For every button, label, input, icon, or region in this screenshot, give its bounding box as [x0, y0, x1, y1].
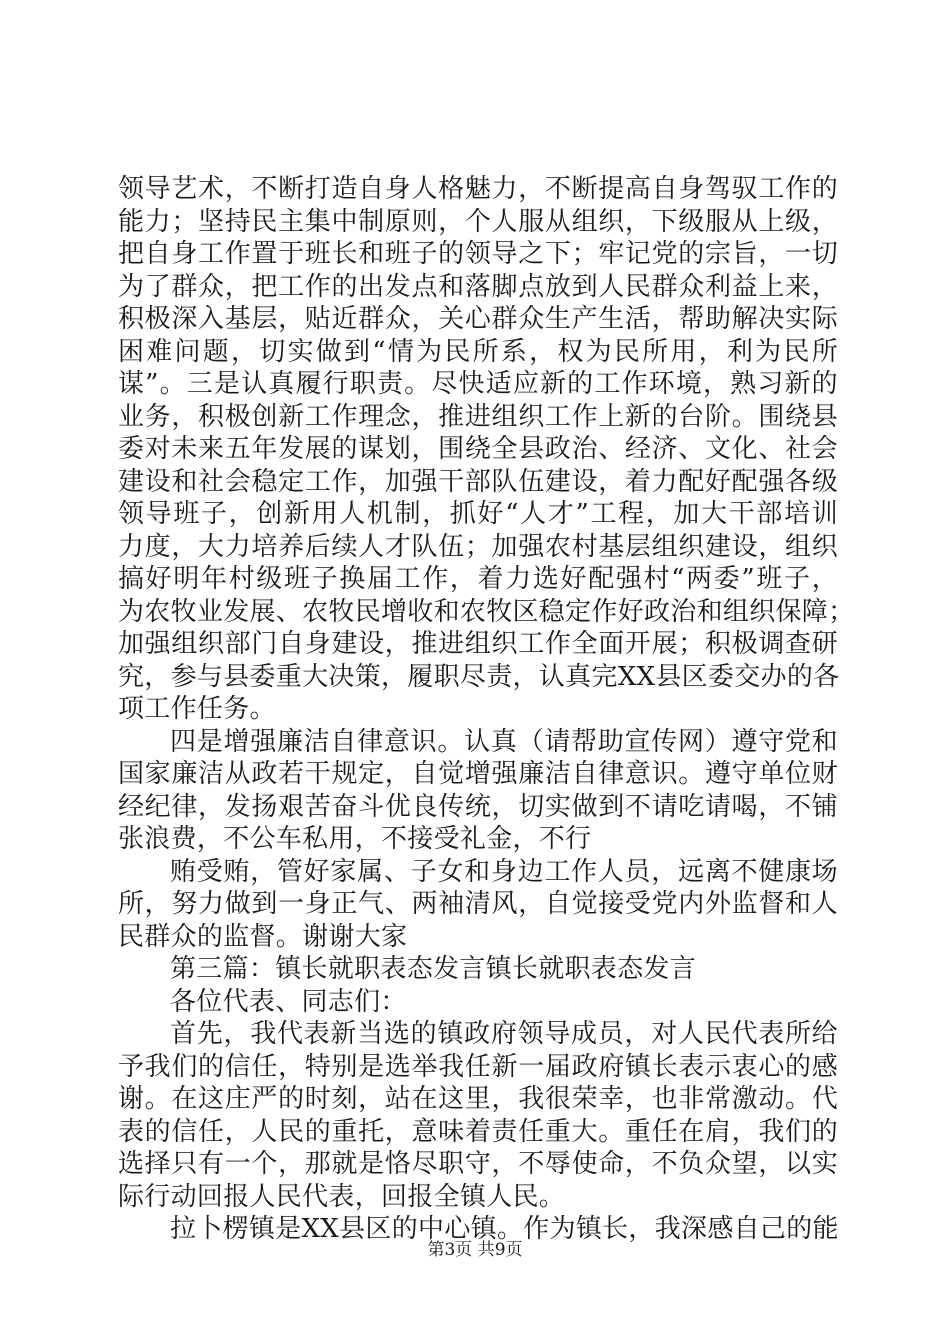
text-line: 第三篇：镇长就职表态发言镇长就职表态发言 [170, 954, 697, 984]
text-line: 首先，我代表新当选的镇政府领导成员，对人民代表所给 [170, 1019, 838, 1049]
text-line: 国家廉洁从政若干规定，自觉增强廉洁自律意识。遵守单位财 [118, 759, 838, 789]
text-line: 项工作任务。 [118, 694, 276, 724]
text-line: 为了群众，把工作的出发点和落脚点放到人民群众利益上来， [118, 271, 838, 302]
text-line: 为农牧业发展、农牧民增收和农牧区稳定作好政治和组织保障； [118, 596, 855, 627]
text-line: 领导班子，创新用人机制，抓好“人才”工程，加大干部培训 [118, 499, 838, 529]
text-line: 张浪费，不公车私用，不接受礼金，不行 [118, 824, 592, 854]
text-line: 业务，积极创新工作理念，推进组织工作上新的台阶。围绕县 [118, 401, 838, 432]
text-line: 积极深入基层，贴近群众，关心群众生产生活，帮助解决实际 [118, 304, 838, 334]
text-line: 际行动回报人民代表，回报全镇人民。 [118, 1181, 566, 1212]
text-line: 加强组织部门自身建设，推进组织工作全面开展；积极调查研 [118, 629, 838, 659]
text-line: 把自身工作置于班长和班子的领导之下；牢记党的宗旨，一切 [118, 239, 838, 269]
text-line: 民群众的监督。谢谢大家 [118, 921, 408, 952]
page-footer: 第3页 共9页 [427, 1240, 523, 1260]
text-line: 贿受贿，管好家属、子女和身边工作人员，远离不健康场 [170, 856, 838, 887]
text-line: 四是增强廉洁自律意识。认真（请帮助宣传网）遵守党和 [170, 726, 838, 757]
text-line: 选择只有一个，那就是恪尽职守，不辱使命，不负众望，以实 [118, 1149, 838, 1179]
text-line: 领导艺术，不断打造自身人格魅力，不断提高自身驾驭工作的 [118, 174, 838, 204]
text-line: 困难问题，切实做到“情为民所系，权为民所用，利为民所 [118, 336, 838, 367]
text-line: 拉卜楞镇是XX县区的中心镇。作为镇长，我深感自己的能 [170, 1214, 839, 1244]
text-line: 力度，大力培养后续人才队伍；加强农村基层组织建设，组织 [118, 531, 838, 562]
text-line: 经纪律，发扬艰苦奋斗优良传统，切实做到不请吃请喝，不铺 [118, 791, 838, 822]
document-body [118, 173, 855, 1246]
text-line: 能力；坚持民主集中制原则，个人服从组织，下级服从上级， [118, 206, 838, 237]
text-line: 搞好明年村级班子换届工作，着力选好配强村“两委”班子， [118, 564, 838, 594]
text-line: 谢。在这庄严的时刻，站在这里，我很荣幸，也非常激动。代 [118, 1084, 838, 1114]
text-line: 委对未来五年发展的谋划，围绕全县政治、经济、文化、社会 [118, 434, 838, 464]
text-line: 究，参与县委重大决策，履职尽责，认真完XX县区委交办的各 [118, 661, 840, 692]
text-line: 予我们的信任，特别是选举我任新一届政府镇长表示衷心的感 [118, 1051, 838, 1082]
text-line: 建设和社会稳定工作，加强干部队伍建设，着力配好配强各级 [118, 466, 838, 497]
text-line: 所，努力做到一身正气、两袖清风，自觉接受党内外监督和人 [118, 889, 838, 919]
text-line: 表的信任，人民的重托，意味着责任重大。重任在肩，我们的 [118, 1116, 838, 1147]
text-line: 各位代表、同志们： [170, 986, 407, 1017]
text-line: 谋”。三是认真履行职责。尽快适应新的工作环境，熟习新的 [118, 369, 838, 399]
